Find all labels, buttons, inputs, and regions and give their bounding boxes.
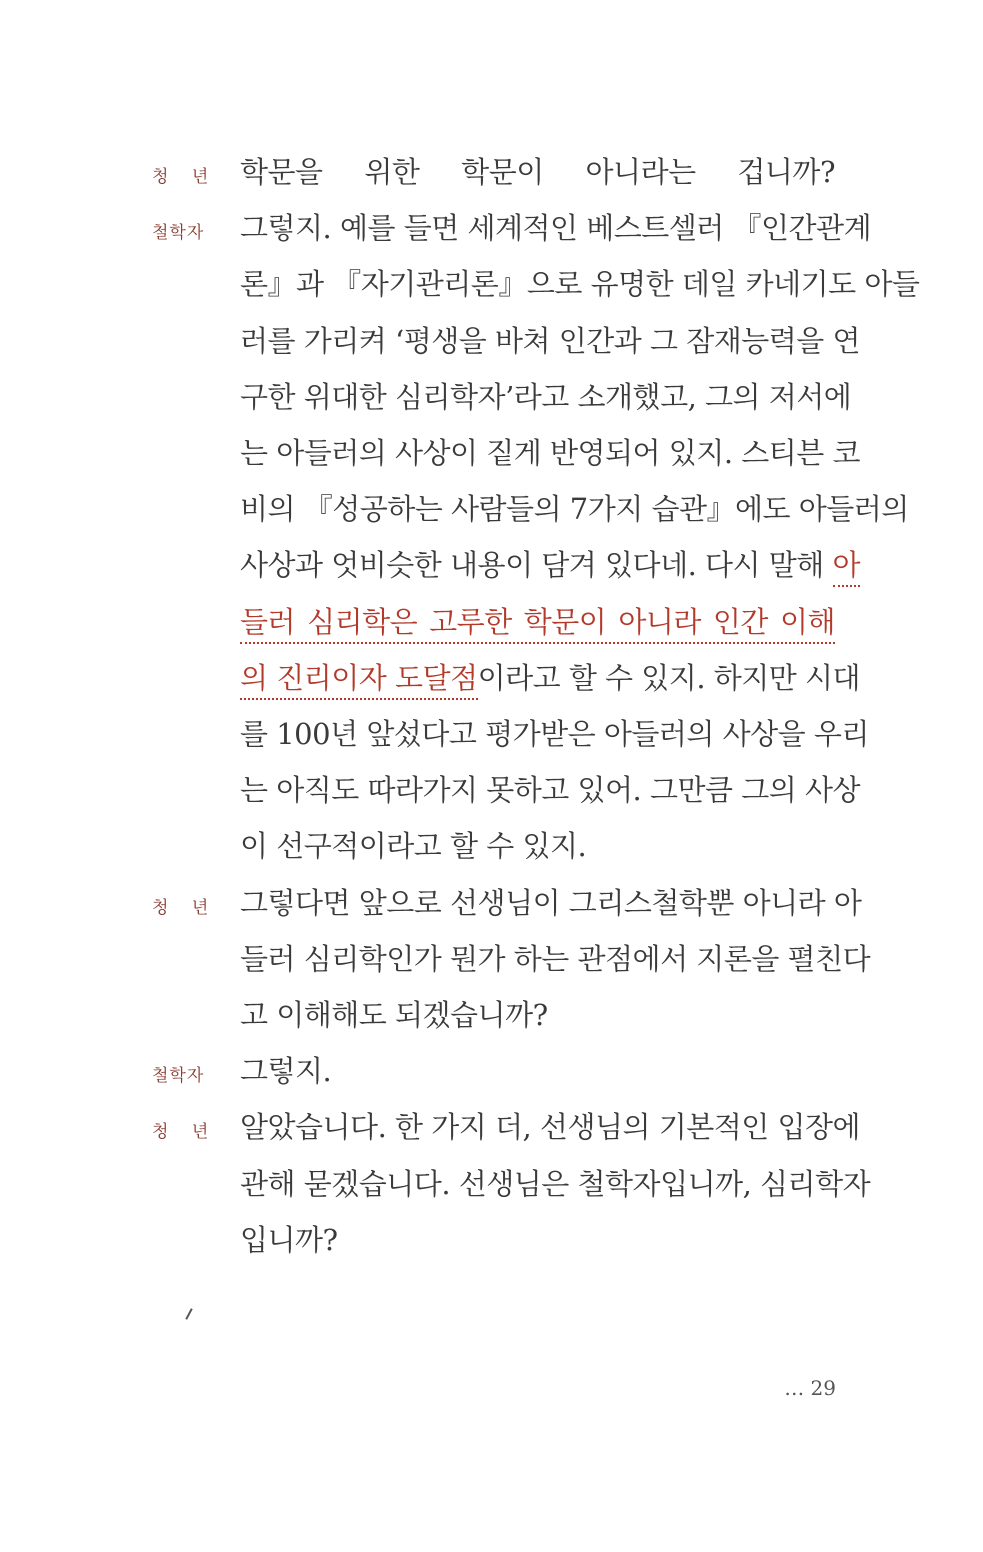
- text-line: [240, 770, 861, 814]
- text-line: [240, 995, 835, 1039]
- text-segment: 를 100년 앞섰다고 평가받은 아들러의 사상을 우리: [240, 717, 869, 751]
- text-segment: 구한 위대한 심리학자’라고 소개했고, 그의 저서에: [240, 379, 852, 414]
- text-line: [240, 433, 861, 477]
- text-segment: 론』과 『자기관리론』으로 유명한 데일 카네기도 아들: [240, 267, 920, 302]
- text-line: [240, 826, 835, 870]
- text-segment: 그렇지. 예를 들면 세계적인 베스트셀러 『인간관계: [240, 211, 872, 246]
- text-segment: 들러 심리학인가 뭔가 하는 관점에서 지론을 펼친다: [240, 941, 871, 976]
- text-line: [240, 489, 909, 533]
- text-line: [240, 1051, 835, 1095]
- speaker-label: 철학자: [152, 223, 205, 244]
- text-segment: 고 이해해도 되겠습니까?: [240, 998, 548, 1032]
- text-line: [240, 208, 872, 252]
- text-line: [240, 152, 835, 196]
- highlighted-text: 아: [833, 548, 861, 587]
- text-line: [240, 545, 861, 589]
- text-segment: 는 아직도 따라가지 못하고 있어. 그만큼 그의 사상: [240, 773, 861, 808]
- text-segment: 러를 가리켜 ‘평생을 바쳐 인간과 그 잠재능력을 연: [240, 323, 861, 358]
- text-line: [240, 1164, 871, 1208]
- text-line: [240, 377, 852, 421]
- text-line: [240, 883, 862, 927]
- text-segment: 비의 『성공하는 사람들의 7가지 습관』에도 아들러의: [240, 492, 909, 527]
- text-segment: 알았습니다. 한 가지 더, 선생님의 기본적인 입장에: [240, 1110, 861, 1145]
- text-line: [240, 939, 871, 983]
- text-segment: 이라고 할 수 있지. 하지만 시대: [477, 660, 861, 695]
- text-segment: 이 선구적이라고 할 수 있지.: [240, 829, 587, 864]
- text-line: [240, 264, 920, 308]
- text-segment: 그렇지.: [240, 1054, 332, 1089]
- highlighted-text: 들러 심리학은 고루한 학문이 아니라 인간 이해: [240, 605, 835, 644]
- speaker-label: 청 년: [152, 1122, 218, 1143]
- page-mark: [185, 1308, 192, 1320]
- text-line: [240, 321, 861, 365]
- speaker-label: 청 년: [152, 167, 218, 187]
- page-number: … 29: [784, 1376, 836, 1400]
- speaker-label: 청 년: [152, 897, 218, 918]
- text-segment: 그렇다면 앞으로 선생님이 그리스철학뿐 아니라 아: [240, 885, 862, 920]
- highlighted-text: 의 진리이자 도달점: [240, 661, 478, 700]
- speaker-label: 철학자: [152, 1066, 205, 1087]
- text-segment: 사상과 엇비슷한 내용이 담겨 있다네. 다시 말해: [240, 548, 833, 583]
- text-segment: 입니까?: [240, 1222, 338, 1257]
- text-line: [240, 1107, 861, 1151]
- text-segment: 는 아들러의 사상이 짙게 반영되어 있지. 스티븐 코: [240, 436, 861, 470]
- text-line: [240, 658, 861, 702]
- text-segment: 관해 묻겠습니다. 선생님은 철학자입니까, 심리학자: [240, 1166, 871, 1201]
- text-line: [240, 602, 835, 646]
- text-line: [240, 1220, 835, 1264]
- text-segment: 학문을 위한 학문이 아니라는 겁니까?: [240, 155, 835, 189]
- text-line: [240, 714, 869, 758]
